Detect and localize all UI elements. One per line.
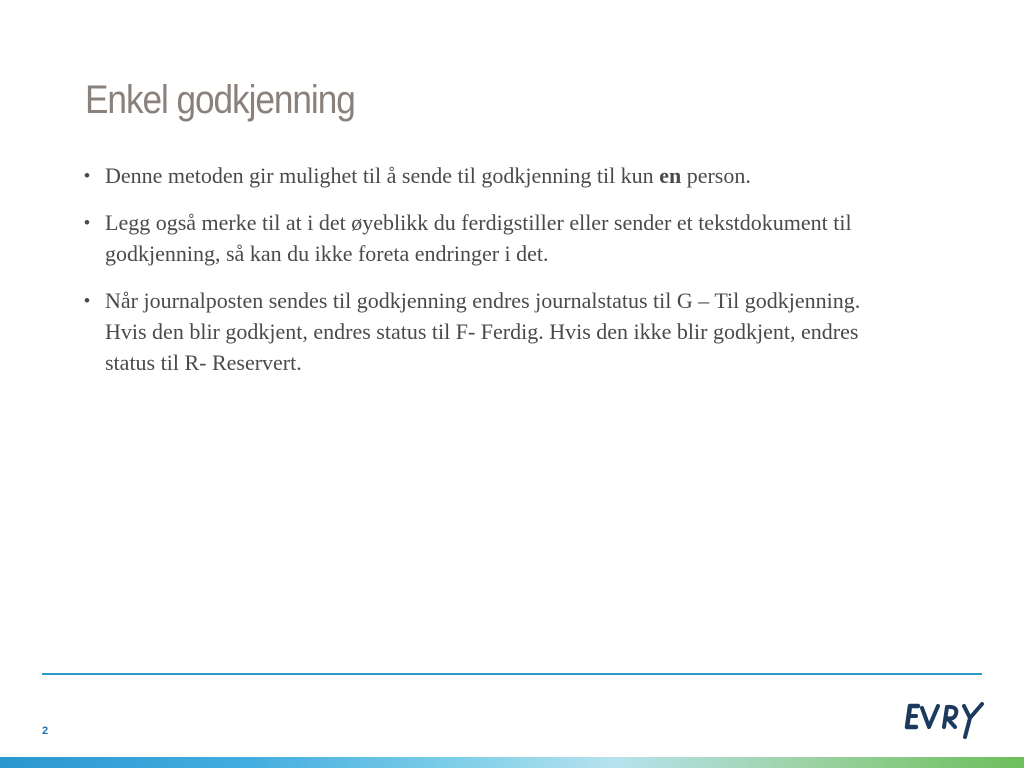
bullet-item	[84, 207, 904, 269]
slide-title: Enkel godkjenning	[85, 78, 355, 122]
bullet-text	[105, 160, 904, 191]
bullet-text: Legg også merke til at i det øyeblikk du ferdigstiller eller sender et tekstdokument til godkjenning, så kan du ikke foreta endringer i det.	[105, 210, 852, 266]
footer-gradient-bar	[0, 757, 1024, 768]
bullet-marker: •	[84, 166, 90, 185]
page-number: 2	[42, 725, 49, 737]
bullet-marker: •	[84, 213, 90, 232]
bullet-text: Når journalposten sendes til godkjenning endres journalstatus til G – Til godkjenning. Hvis den blir godkjent, endres status til F- Ferdig. Hvis den ikke blir godkjent, endres status til R- Reservert.	[105, 288, 861, 375]
bullet-marker: •	[84, 291, 90, 310]
bullet-text-bold: en	[659, 163, 682, 188]
bullet-text-after: person.	[681, 163, 751, 188]
bullet-item	[84, 285, 904, 378]
evry-logo-icon	[902, 694, 990, 744]
footer-divider	[42, 673, 982, 675]
bullet-text-before: Denne metoden gir mulighet til å sende til godkjenning til kun	[105, 163, 660, 188]
bullet-item	[84, 160, 904, 191]
bullet-list	[84, 160, 904, 394]
